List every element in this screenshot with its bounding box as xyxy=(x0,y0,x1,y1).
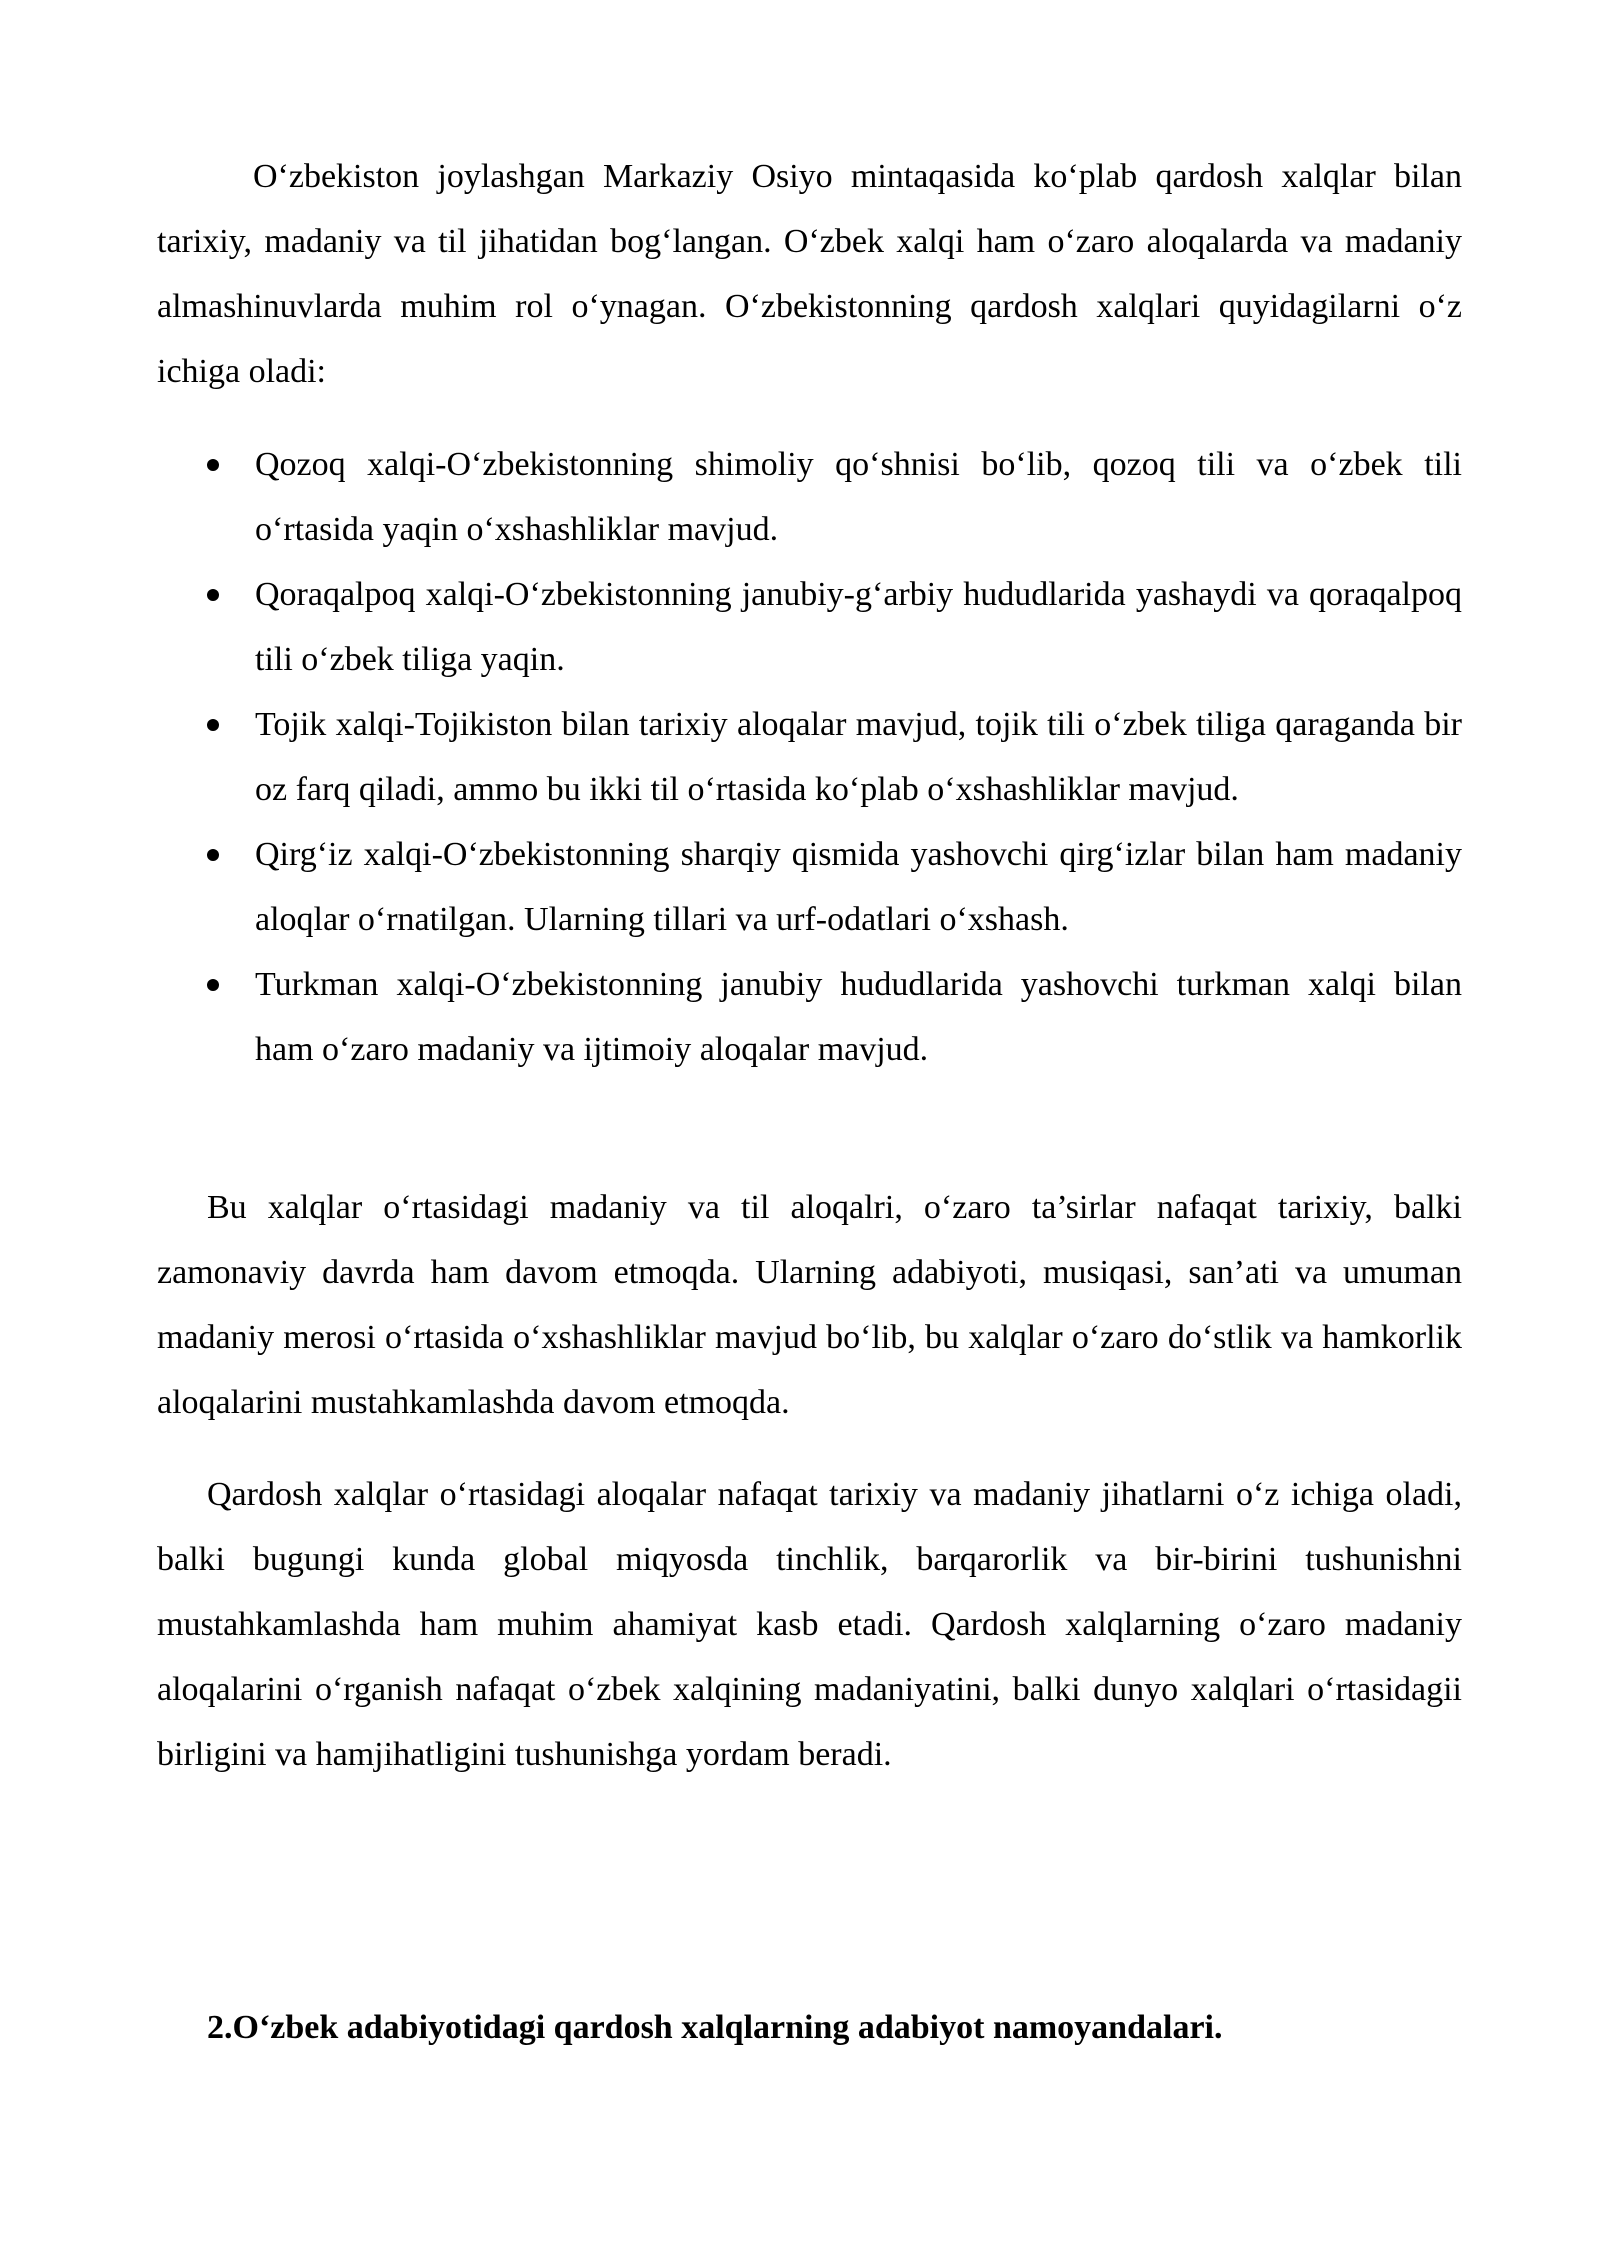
list-item-text: Tojik xalqi-Tojikiston bilan tarixiy aloqalar mavjud, tojik tili o‘zbek tiliga qaraganda bir oz farq qiladi, ammo bu ikki til o‘rtasida ko‘plab o‘xshashliklar mavjud. xyxy=(255,706,1462,808)
body-paragraph: Bu xalqlar o‘rtasidagi madaniy va til aloqalri, o‘zaro ta’sirlar nafaqat tarixiy, balki zamonaviy davrda ham davom etmoqda. Ularning adabiyoti, musiqasi, san’ati va umuman madaniy merosi o‘rtasida o‘xshashliklar mavjud bo‘lib, bu xalqlar o‘zaro do‘stlik va hamkorlik aloqalarini mustahkamlashda davom etmoqda. xyxy=(157,1189,1462,1421)
bullet-icon xyxy=(207,849,219,861)
bullet-icon xyxy=(207,979,219,991)
bullet-icon xyxy=(207,589,219,601)
intro-paragraph: O‘zbekiston joylashgan Markaziy Osiyo mintaqasida ko‘plab qardosh xalqlar bilan tarixiy, madaniy va til jihatidan bog‘langan. O‘zbek xalqi ham o‘zaro aloqalarda va madaniy almashinuvlarda muhim rol o‘ynagan. O‘zbekistonning qardosh xalqlari quyidagilarni o‘z ichiga oladi: xyxy=(157,158,1462,390)
bullet-icon xyxy=(207,719,219,731)
list-item-text: Qoraqalpoq xalqi-O‘zbekistonning janubiy-g‘arbiy hududlarida yashaydi va qoraqalpoq tili o‘zbek tiliga yaqin. xyxy=(255,576,1462,678)
section-heading: 2.O‘zbek adabiyotidagi qardosh xalqlarning adabiyot namoyandalari. xyxy=(207,2009,1223,2046)
body-paragraph: Qardosh xalqlar o‘rtasidagi aloqalar nafaqat tarixiy va madaniy jihatlarni o‘z ichiga oladi, balki bugungi kunda global miqyosda tinchlik, barqarorlik va bir-birini tushunishni mustahkamlashda ham muhim ahamiyat kasb etadi. Qardosh xalqlarning o‘zaro madaniy aloqalarini o‘rganish nafaqat o‘zbek xalqining madaniyatini, balki dunyo xalqlari o‘rtasidagii birligini va hamjihatligini tushunishga yordam beradi. xyxy=(157,1476,1462,1773)
list-item xyxy=(157,692,1462,822)
list-item-text: Qozoq xalqi-O‘zbekistonning shimoliy qo‘shnisi bo‘lib, qozoq tili va o‘zbek tili o‘rtasida yaqin o‘xshashliklar mavjud. xyxy=(255,446,1462,548)
list-item-text: Qirg‘iz xalqi-O‘zbekistonning sharqiy qismida yashovchi qirg‘izlar bilan ham madaniy aloqlar o‘rnatilgan. Ularning tillari va urf-odatlari o‘xshash. xyxy=(255,836,1462,938)
list-item xyxy=(157,952,1462,1082)
list-item xyxy=(157,822,1462,952)
list-item xyxy=(157,432,1462,562)
bullet-icon xyxy=(207,459,219,471)
kindred-peoples-list xyxy=(157,432,1462,1082)
list-item xyxy=(157,562,1462,692)
list-item-text: Turkman xalqi-O‘zbekistonning janubiy hududlarida yashovchi turkman xalqi bilan ham o‘zaro madaniy va ijtimoiy aloqalar mavjud. xyxy=(255,966,1462,1068)
